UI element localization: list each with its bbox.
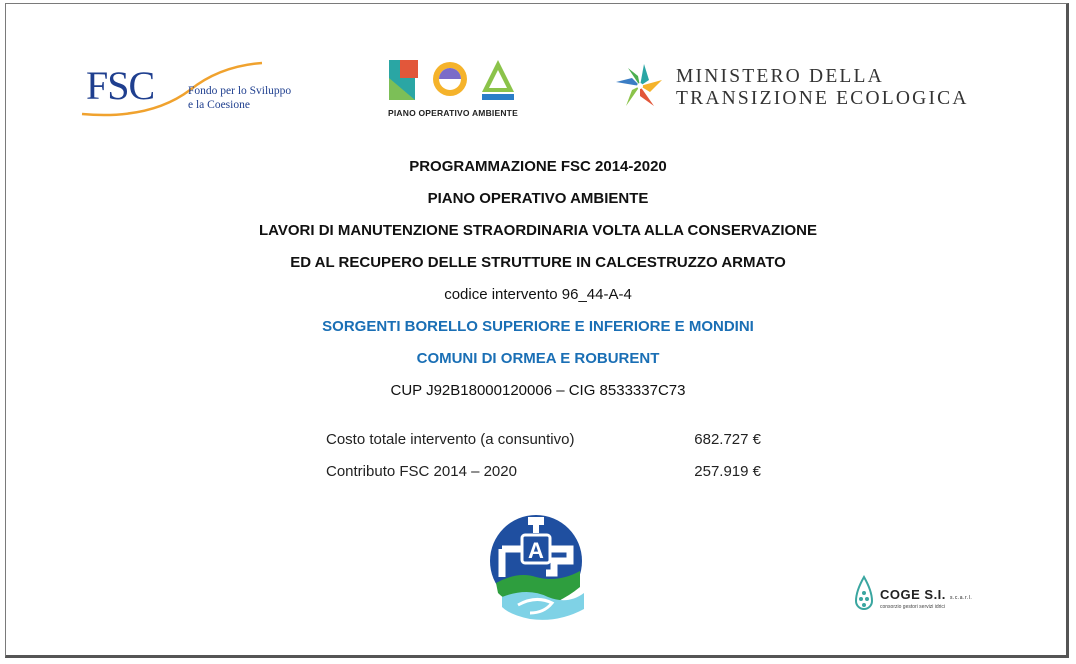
- cost-table: [326, 428, 766, 492]
- plan-title: PIANO OPERATIVO AMBIENTE: [427, 190, 649, 207]
- cogesi-tagline: consorzio gestori servizi idrici: [880, 604, 946, 610]
- ministry-name: [676, 66, 969, 110]
- water-drop-icon: [852, 575, 876, 615]
- intervention-code: codice intervento 96_44-A-4: [444, 286, 632, 303]
- cup-cig-codes: CUP J92B18000120006 – CIG 8533337C73: [390, 382, 686, 399]
- works-title-line1: LAVORI DI MANUTENZIONE STRAORDINARIA VOLTA ALLA CONSERVAZIONE: [258, 222, 818, 239]
- water-company-logo: [488, 513, 588, 623]
- ministry-logo: [612, 60, 1002, 114]
- poa-caption: PIANO OPERATIVO AMBIENTE: [388, 108, 518, 118]
- ministry-name-line1: MINISTERO DELLA: [676, 66, 884, 87]
- cogesi-name: [880, 587, 972, 602]
- poa-symbols-icon: [386, 58, 521, 104]
- cost-value: 257.919 €: [694, 463, 761, 480]
- cogesi-suffix: s.c.a.r.l.: [950, 595, 973, 601]
- cogesi-logo: [852, 575, 973, 615]
- works-title-line2: ED AL RECUPERO DELLE STRUTTURE IN CALCESTRUZZO ARMATO: [290, 254, 786, 271]
- water-tap-icon: [488, 513, 588, 623]
- water-logo-letter: A: [528, 538, 544, 563]
- star-flower-icon: [612, 60, 672, 114]
- cost-label: Contributo FSC 2014 – 2020: [326, 463, 517, 480]
- fsc-subtitle-line2: e la Coesione: [188, 99, 250, 111]
- programme-title: PROGRAMMAZIONE FSC 2014-2020: [409, 158, 667, 175]
- title-block: [0, 156, 1076, 412]
- fsc-logo: [80, 58, 295, 120]
- project-name: SORGENTI BORELLO SUPERIORE E INFERIORE E MONDINI: [322, 318, 754, 335]
- cogesi-name-main: COGE S.I.: [880, 587, 946, 602]
- poa-logo: [386, 58, 521, 122]
- municipalities: COMUNI DI ORMEA E ROBURENT: [416, 350, 660, 367]
- fsc-acronym: FSC: [86, 63, 155, 108]
- fsc-subtitle-line1: Fondo per lo Sviluppo: [188, 85, 292, 97]
- ministry-name-line2: TRANSIZIONE ECOLOGICA: [676, 88, 969, 109]
- fsc-subtitle: [188, 84, 291, 112]
- cost-row-total: [326, 428, 766, 460]
- cost-label: Costo totale intervento (a consuntivo): [326, 431, 575, 448]
- cost-row-contribution: [326, 460, 766, 492]
- cost-value: 682.727 €: [694, 431, 761, 448]
